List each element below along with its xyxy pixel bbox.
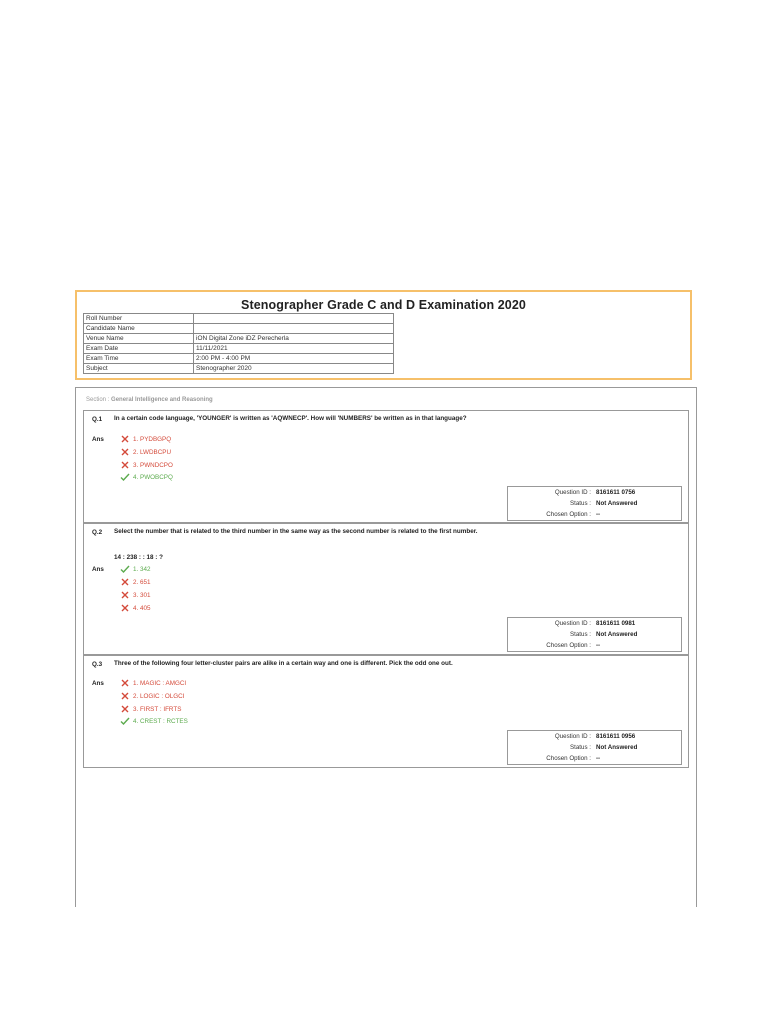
- option: [120, 578, 151, 586]
- option: [120, 604, 151, 612]
- question-id-label: Question ID :: [554, 620, 591, 627]
- section-heading: [86, 397, 213, 403]
- info-row: [84, 314, 394, 324]
- option: [120, 679, 186, 687]
- info-label: Subject: [84, 364, 194, 374]
- question-extra: 14 : 238 : : 18 : ?: [114, 554, 163, 561]
- page-title: Stenographer Grade C and D Examination 2020: [241, 298, 526, 312]
- info-value: Stenographer 2020: [194, 364, 394, 374]
- exam-header: [75, 290, 692, 380]
- option-text: 1. PYDBGPQ: [133, 435, 172, 443]
- option-text: 3. FIRST : IFRTS: [133, 705, 182, 713]
- option: [120, 591, 151, 599]
- option: [120, 473, 173, 481]
- status-box: [507, 486, 682, 521]
- info-row: [84, 354, 394, 364]
- option: [120, 717, 188, 725]
- cross-icon: [120, 461, 130, 469]
- info-value: 11/11/2021: [194, 344, 394, 354]
- option-text: 4. CREST : RCTES: [133, 717, 188, 725]
- answer-label: Ans: [92, 566, 104, 573]
- option: [120, 705, 181, 713]
- status-value: Not Answered: [596, 744, 638, 751]
- question-card: [83, 410, 689, 523]
- question-id: 8161611 0756: [596, 489, 636, 496]
- info-row: [84, 364, 394, 374]
- check-icon: [120, 717, 130, 725]
- chosen-option-label: Chosen Option :: [546, 511, 591, 518]
- info-row: [84, 344, 394, 354]
- option: [120, 461, 173, 469]
- candidate-info-table: [83, 313, 394, 374]
- option-text: 1. 342: [133, 565, 151, 573]
- status-box: [507, 730, 682, 765]
- info-value: [194, 324, 394, 334]
- question-number: Q.1: [92, 416, 103, 423]
- question-id: 8161611 0981: [596, 620, 636, 627]
- info-row: [84, 334, 394, 344]
- option-text: 1. MAGIC : AMGCI: [133, 679, 187, 687]
- info-value: [194, 314, 394, 324]
- status-label: Status :: [570, 631, 591, 638]
- cross-icon: [120, 705, 130, 713]
- info-label: Roll Number: [84, 314, 194, 324]
- info-label: Exam Date: [84, 344, 194, 354]
- section-name: General Intelligence and Reasoning: [111, 397, 213, 403]
- chosen-option: --: [596, 511, 601, 518]
- option: [120, 448, 171, 456]
- answer-label: Ans: [92, 436, 104, 443]
- status-label: Status :: [570, 500, 591, 507]
- status-value: Not Answered: [596, 631, 638, 638]
- question-card: [83, 655, 689, 768]
- check-icon: [120, 473, 130, 481]
- question-id: 8161611 0956: [596, 733, 636, 740]
- status-label: Status :: [570, 744, 591, 751]
- option-text: 3. PWNDCPO: [133, 461, 173, 469]
- info-value: 2:00 PM - 4:00 PM: [194, 354, 394, 364]
- chosen-option-label: Chosen Option :: [546, 755, 591, 762]
- question-id-label: Question ID :: [554, 489, 591, 496]
- option: [120, 692, 184, 700]
- option-text: 2. LWDBCPU: [133, 448, 172, 456]
- cross-icon: [120, 448, 130, 456]
- cross-icon: [120, 435, 130, 443]
- info-label: Candidate Name: [84, 324, 194, 334]
- info-label: Exam Time: [84, 354, 194, 364]
- option-text: 4. PWOBCPQ: [133, 473, 173, 481]
- cross-icon: [120, 604, 130, 612]
- option-text: 3. 301: [133, 591, 151, 599]
- question-id-label: Question ID :: [554, 733, 591, 740]
- question-section: [75, 387, 697, 907]
- question-text: Select the number that is related to the third number in the same way as the second number is related to the first number.: [114, 528, 478, 535]
- cross-icon: [120, 578, 130, 586]
- status-box: [507, 617, 682, 652]
- cross-icon: [120, 679, 130, 687]
- option: [120, 565, 151, 573]
- question-number: Q.2: [92, 529, 103, 536]
- chosen-option: --: [596, 642, 601, 649]
- question-card: [83, 523, 689, 655]
- question-text: In a certain code language, 'YOUNGER' is written as 'AQWNECP'. How will 'NUMBERS' be written as in that language?: [114, 415, 467, 422]
- chosen-option: --: [596, 755, 601, 762]
- check-icon: [120, 565, 130, 573]
- chosen-option-label: Chosen Option :: [546, 642, 591, 649]
- question-text: Three of the following four letter-cluster pairs are alike in a certain way and one is different. Pick the odd one out.: [114, 660, 453, 667]
- cross-icon: [120, 591, 130, 599]
- info-value: iON Digital Zone iDZ Perecherla: [194, 334, 394, 344]
- cross-icon: [120, 692, 130, 700]
- answer-label: Ans: [92, 680, 104, 687]
- info-label: Venue Name: [84, 334, 194, 344]
- option-text: 4. 405: [133, 604, 151, 612]
- option-text: 2. 651: [133, 578, 151, 586]
- option: [120, 435, 171, 443]
- section-prefix: Section :: [86, 397, 110, 403]
- status-value: Not Answered: [596, 500, 638, 507]
- option-text: 2. LOGIC : OLGCI: [133, 692, 185, 700]
- info-row: [84, 324, 394, 334]
- question-number: Q.3: [92, 661, 103, 668]
